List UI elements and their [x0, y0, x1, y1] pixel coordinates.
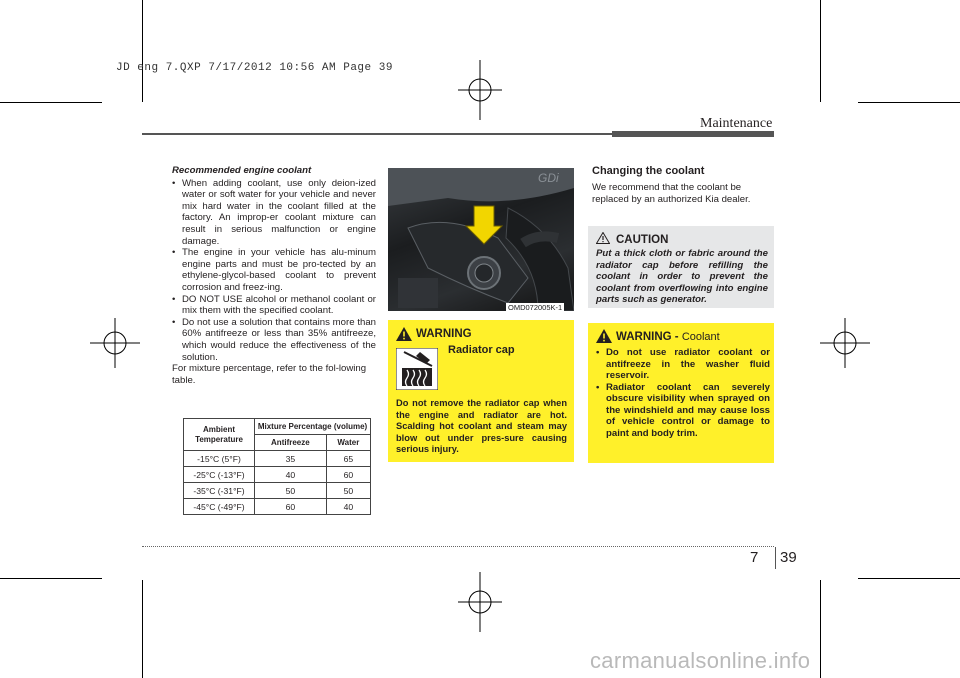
crop-mark — [142, 0, 143, 102]
table-cell-antifreeze: 35 — [255, 451, 327, 467]
engine-photo — [388, 168, 574, 311]
crop-mark — [0, 102, 102, 103]
table-cell-water: 40 — [326, 499, 370, 515]
table-cell-antifreeze: 40 — [255, 467, 327, 483]
changing-coolant-heading: Changing the coolant — [592, 165, 705, 177]
table-header-antifreeze: Antifreeze — [255, 435, 327, 451]
table-cell-temp: -25°C (-13°F) — [184, 467, 255, 483]
page-number: 39 — [780, 549, 797, 566]
registration-mark-bottom — [455, 572, 505, 632]
coolant-warning-list — [596, 347, 770, 439]
coolant-column — [172, 165, 376, 386]
table-header-mixture: Mixture Percentage (volume) — [255, 419, 371, 435]
coolant-warning-title — [616, 331, 720, 343]
mixture-table — [183, 418, 371, 515]
chapter-number: 7 — [750, 549, 759, 566]
table-cell-antifreeze: 60 — [255, 499, 327, 515]
watermark: carmanualsonline.info — [590, 648, 811, 673]
changing-coolant-text: We recommend that the coolant be replaced by an authorized Kia dealer. — [592, 182, 751, 205]
table-cell-water: 65 — [326, 451, 370, 467]
warning-triangle-icon — [396, 327, 412, 341]
bullet-item: • Do not use a solution that contains more than 60% antifreeze or less than 35% antifreeze, which would reduce the effectiveness of the solution. — [172, 317, 376, 363]
coolant-warning-box — [588, 323, 774, 463]
table-row — [184, 499, 371, 515]
bullet-item: • The engine in your vehicle has alu-minum engine parts and must be pro-tected by an ethylene-glycol-based coolant to prevent corrosion and freez-ing. — [172, 247, 376, 293]
crop-mark — [820, 580, 821, 678]
hot-radiator-icon — [396, 348, 438, 390]
table-cell-water: 50 — [326, 483, 370, 499]
warning-label: WARNING - — [616, 331, 682, 343]
bullet-item: • When adding coolant, use only deion-ized water or soft water for your vehicle and never mix hard water in the coolant filled at the factory. An improp-er coolant mixture can result in serious malfunction or engine damage. — [172, 178, 376, 248]
registration-mark-top — [455, 60, 505, 120]
crop-mark — [142, 580, 143, 678]
photo-code-label: OMD072005K-1 — [508, 303, 563, 312]
footer-rule — [142, 546, 774, 547]
caution-box — [588, 226, 774, 308]
crop-mark — [820, 0, 821, 102]
bullet-item: • Radiator coolant can severely obscure visibility when sprayed on the windshield and may cause loss of vehicle control or damage to paint and body trim. — [596, 382, 770, 440]
warning-label: WARNING — [416, 328, 472, 340]
recommended-coolant-heading: Recommended engine coolant — [172, 165, 312, 176]
crop-mark — [0, 578, 102, 579]
page-number-separator — [775, 547, 776, 569]
bullet-item: • Do not use radiator coolant or antifreeze in the washer fluid reservoir. — [596, 347, 770, 382]
table-cell-antifreeze: 50 — [255, 483, 327, 499]
table-cell-temp: -45°C (-49°F) — [184, 499, 255, 515]
engine-illustration — [388, 168, 574, 311]
table-intro-text: For mixture percentage, refer to the fol-lowing table. — [172, 363, 367, 386]
caution-text: Put a thick cloth or fabric around the radiator cap before refilling the coolant in order to prevent the coolant from overflowing into engine parts such as generator. — [596, 248, 768, 305]
warning-triangle-icon — [596, 329, 612, 343]
table-cell-temp: -15°C (5°F) — [184, 451, 255, 467]
header-rule-accent — [612, 131, 774, 137]
section-title: Maintenance — [700, 116, 773, 131]
crop-mark — [858, 578, 960, 579]
radiator-cap-warning-box — [388, 320, 574, 462]
caution-label: CAUTION — [616, 234, 669, 246]
warning-suffix: Coolant — [681, 331, 720, 343]
registration-mark-right — [820, 318, 870, 368]
caution-triangle-icon — [596, 232, 610, 244]
table-row — [184, 483, 371, 499]
warning-text: Do not remove the radiator cap when the engine and radiator are hot. Scalding hot coolant and steam may blow out under pres-sure causing serious injury. — [396, 398, 567, 454]
bullet-item: • DO NOT USE alcohol or methanol coolant or mix them with the specified coolant. — [172, 294, 376, 317]
table-cell-water: 60 — [326, 467, 370, 483]
table-row — [184, 451, 371, 467]
engine-cover-text: GDi — [538, 171, 559, 185]
table-header-ambient: Ambient Temperature — [184, 419, 255, 451]
warning-subtitle: Radiator cap — [448, 344, 515, 356]
table-cell-temp: -35°C (-31°F) — [184, 483, 255, 499]
table-row — [184, 467, 371, 483]
table-header-water: Water — [326, 435, 370, 451]
print-slug: JD eng 7.QXP 7/17/2012 10:56 AM Page 39 — [116, 62, 393, 74]
crop-mark — [858, 102, 960, 103]
registration-mark-left — [90, 318, 140, 368]
